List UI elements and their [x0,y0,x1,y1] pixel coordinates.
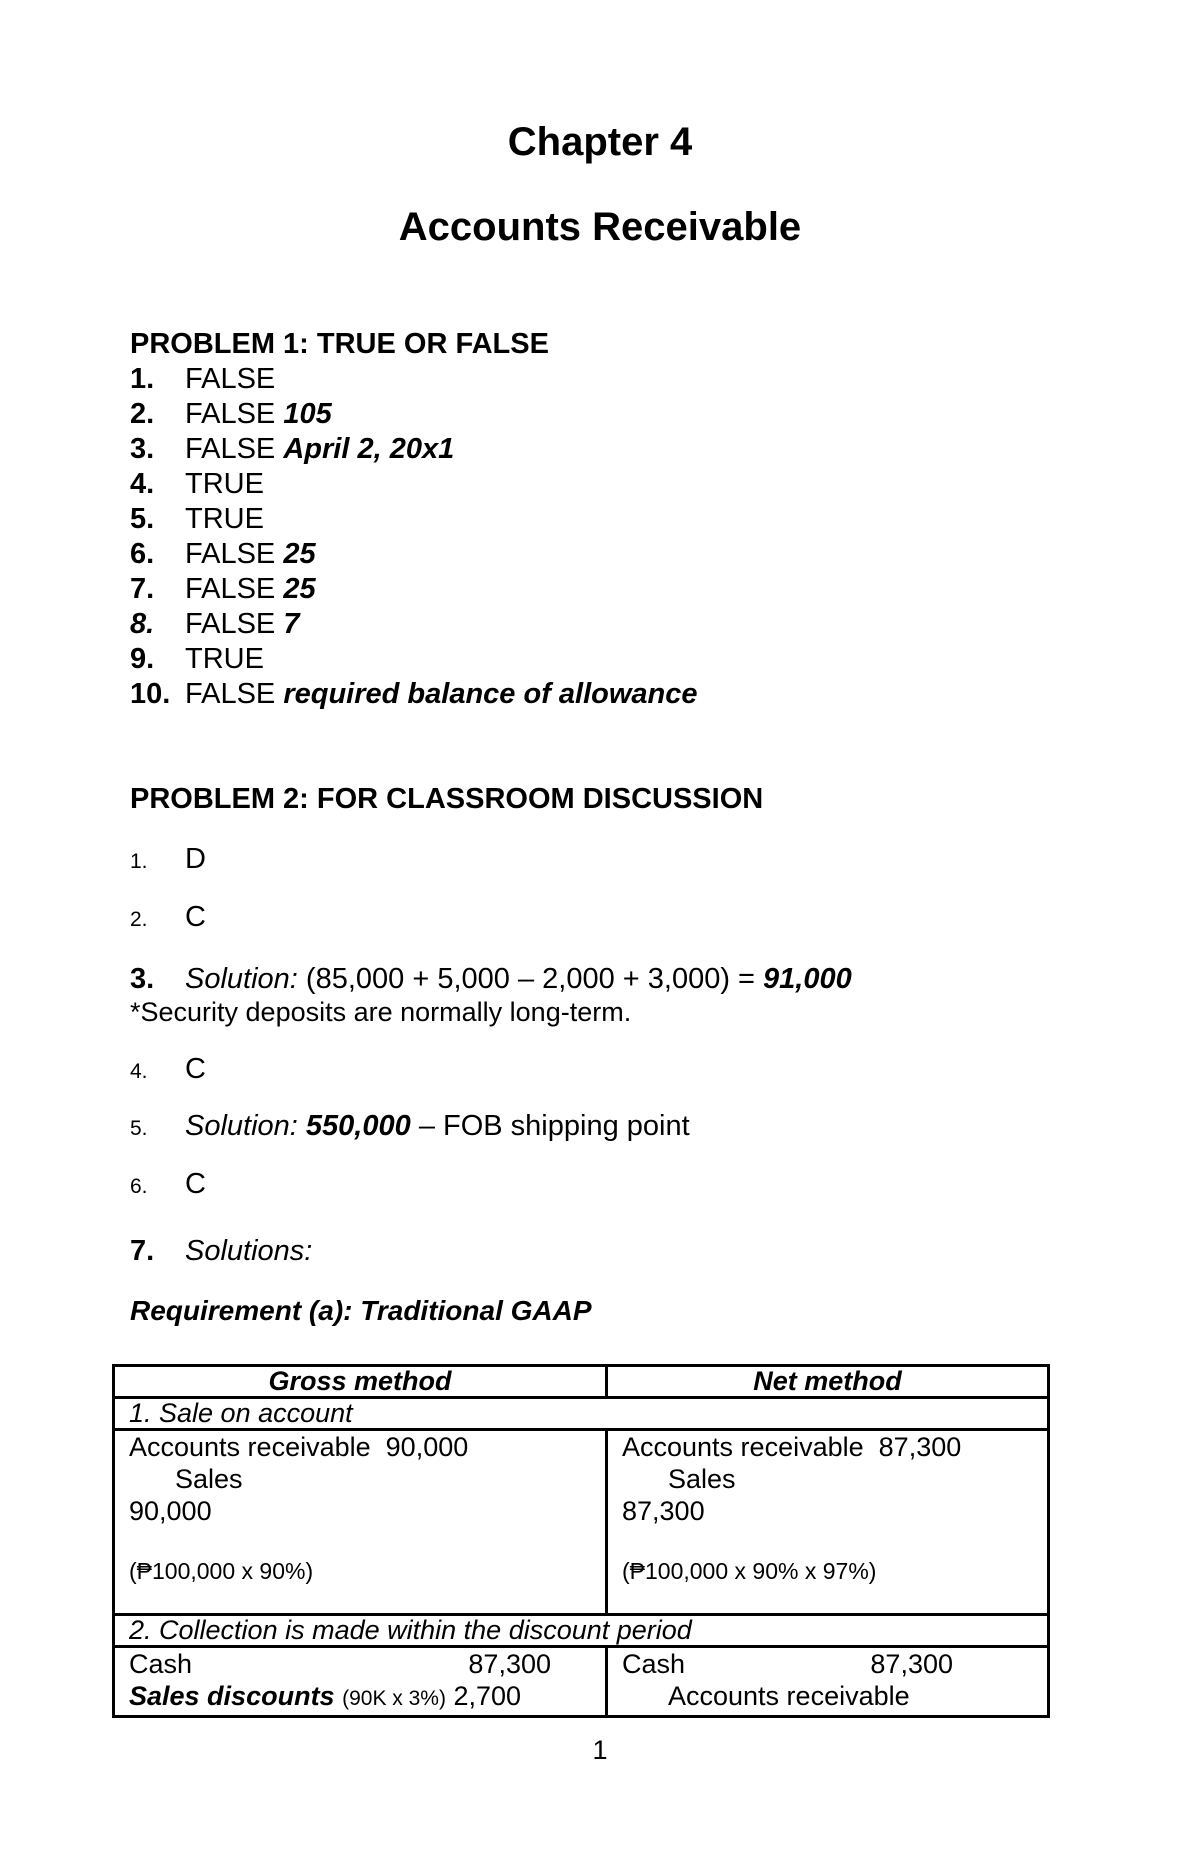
column-header-gross: Gross method [114,1366,607,1398]
problem1-item: 7. FALSE 25 [130,573,316,605]
journal-entry-table [112,1364,1050,1718]
page-title: Accounts Receivable [398,205,802,249]
problem1-item: 6. FALSE 25 [130,538,316,570]
problem2-item: 3. Solution: (85,000 + 5,000 – 2,000 + 3,000) = 91,000 [130,963,852,995]
table-row [114,1647,1049,1717]
problem1-item: 2. FALSE 105 [130,398,332,430]
problem2-item: 2. C [130,901,206,933]
problem1-item: 8. FALSE 7 [130,608,300,640]
problem2-item: 7. Solutions: [130,1235,313,1267]
problem1-item: 5. TRUE [130,503,264,535]
entry-line: Accounts receivable [668,1681,910,1711]
table-header-row [114,1366,1049,1398]
page-number: 1 [592,1735,608,1765]
problem1-heading: PROBLEM 1: TRUE OR FALSE [130,328,549,360]
entry-line: Cash 87,300 [129,1649,551,1679]
problem2-heading: PROBLEM 2: FOR CLASSROOM DISCUSSION [130,783,764,815]
problem2-note: *Security deposits are normally long-term. [130,997,632,1027]
entry-calc: (₱100,000 x 90%) [129,1558,314,1584]
problem1-item: 9. TRUE [130,643,264,675]
gross-entry-collection [114,1647,607,1717]
problem2-item: 4. C [130,1053,206,1085]
column-header-net: Net method [607,1366,1049,1398]
problem2-item: 1. D [130,843,206,875]
table-row [114,1430,1049,1615]
entry-line: Sales discounts (90K x 3%) 2,700 [129,1681,522,1711]
entry-line: Cash 87,300 [622,1649,953,1679]
chapter-title: Chapter 4 [507,120,693,164]
entry-line: 90,000 [129,1496,212,1526]
problem1-item: 10. FALSE required balance of allowance [130,678,698,710]
entry-line: 87,300 [622,1496,705,1526]
problem1-item: 1. FALSE [130,363,276,395]
problem1-item: 4. TRUE [130,468,264,500]
entry-line: Sales [175,1464,243,1494]
section-row [114,1615,1049,1647]
entry-calc: (₱100,000 x 90% x 97%) [622,1558,877,1584]
problem2-item: 5. Solution: 550,000 – FOB shipping point [130,1110,690,1142]
section-label: 1. Sale on account [114,1398,1049,1430]
requirement-heading: Requirement (a): Traditional GAAP [130,1295,592,1326]
problem2-item: 6. C [130,1168,206,1200]
entry-line: Accounts receivable 90,000 [129,1432,469,1462]
net-entry-collection [607,1647,1049,1717]
entry-line: Accounts receivable 87,300 [622,1432,962,1462]
gross-entry-sale [114,1430,607,1615]
entry-line: Sales [668,1464,736,1494]
section-row [114,1398,1049,1430]
section-label: 2. Collection is made within the discount period [114,1615,1049,1647]
problem1-item: 3. FALSE April 2, 20x1 [130,433,455,465]
net-entry-sale [607,1430,1049,1615]
